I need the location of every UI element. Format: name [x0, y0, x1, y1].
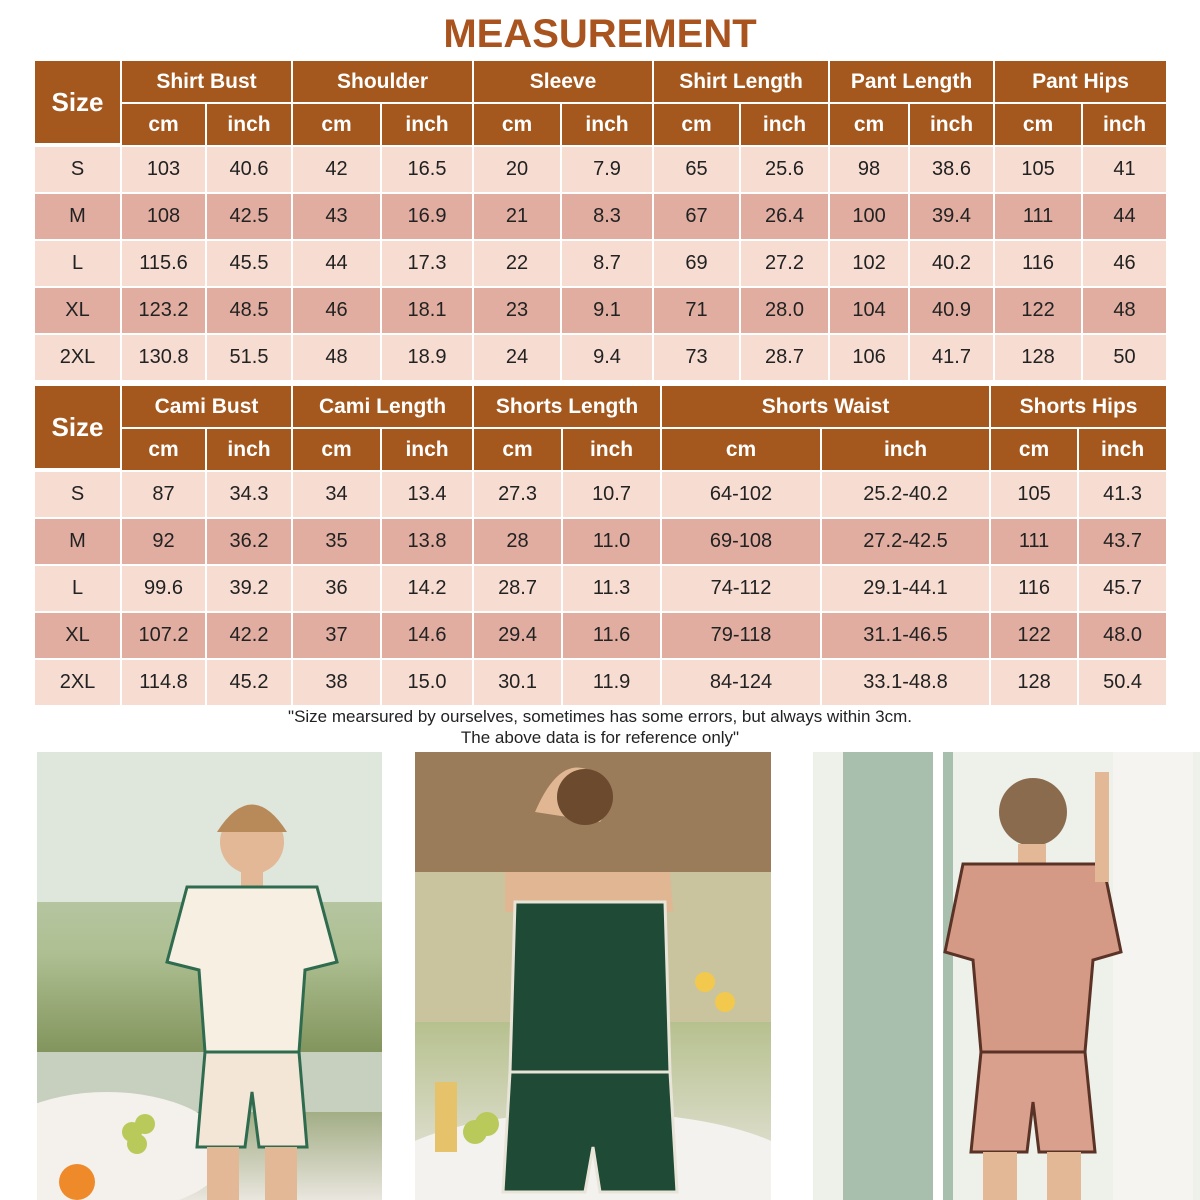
size-cell: L: [35, 564, 120, 611]
measurement-cell: 7.9: [560, 145, 652, 192]
measurement-cell: 41: [1081, 145, 1166, 192]
measurement-cell: 51.5: [205, 333, 291, 380]
measurement-cell: 28.0: [739, 286, 828, 333]
measurement-cell: 11.6: [561, 611, 660, 658]
group-header: Cami Bust: [120, 386, 291, 429]
measurement-cell: 116: [989, 564, 1077, 611]
unit-header: inch: [205, 429, 291, 470]
unit-header: inch: [560, 104, 652, 145]
measurement-cell: 108: [120, 192, 205, 239]
measurement-cell: 73: [652, 333, 739, 380]
unit-header: cm: [291, 104, 380, 145]
unit-header: inch: [205, 104, 291, 145]
measurement-cell: 44: [1081, 192, 1166, 239]
measurement-cell: 27.2-42.5: [820, 517, 989, 564]
size-cell: S: [35, 145, 120, 192]
measurement-cell: 24: [472, 333, 560, 380]
measurement-cell: 26.4: [739, 192, 828, 239]
size-cell: M: [35, 517, 120, 564]
measurement-cell: 20: [472, 145, 560, 192]
table-row: [35, 286, 1166, 333]
measurement-cell: 128: [993, 333, 1081, 380]
measurement-cell: 40.2: [908, 239, 993, 286]
measurement-cell: 42: [291, 145, 380, 192]
group-header: Shoulder: [291, 61, 472, 104]
measurement-cell: 41.7: [908, 333, 993, 380]
measurement-cell: 38: [291, 658, 380, 705]
product-photo-white-pajama: [37, 752, 382, 1200]
measurement-cell: 106: [828, 333, 908, 380]
measurement-cell: 35: [291, 517, 380, 564]
unit-header: inch: [380, 429, 472, 470]
measurement-cell: 46: [291, 286, 380, 333]
measurement-cell: 128: [989, 658, 1077, 705]
table-row: [35, 564, 1166, 611]
measurement-cell: 122: [993, 286, 1081, 333]
group-header: Shirt Length: [652, 61, 828, 104]
measurement-cell: 130.8: [120, 333, 205, 380]
note-line: The above data is for reference only": [460, 728, 740, 747]
size-cell: XL: [35, 611, 120, 658]
table-row: [35, 192, 1166, 239]
measurement-cell: 31.1-46.5: [820, 611, 989, 658]
measurement-cell: 116: [993, 239, 1081, 286]
measurement-cell: 92: [120, 517, 205, 564]
measurement-cell: 15.0: [380, 658, 472, 705]
group-header: Shorts Waist: [660, 386, 989, 429]
measurement-cell: 28.7: [472, 564, 561, 611]
size-header: Size: [35, 61, 120, 145]
measurement-cell: 79-118: [660, 611, 820, 658]
table-row: [35, 239, 1166, 286]
group-header: Shorts Hips: [989, 386, 1166, 429]
measurement-cell: 69-108: [660, 517, 820, 564]
table-row: [35, 658, 1166, 705]
model-illustration: [37, 752, 382, 1200]
product-photo-green-cami: [415, 752, 771, 1200]
measurement-cell: 14.6: [380, 611, 472, 658]
unit-header: cm: [660, 429, 820, 470]
measurement-cell: 115.6: [120, 239, 205, 286]
measurement-cell: 34.3: [205, 470, 291, 517]
unit-header: inch: [739, 104, 828, 145]
measurement-cell: 21: [472, 192, 560, 239]
measurement-cell: 71: [652, 286, 739, 333]
measurement-cell: 9.1: [560, 286, 652, 333]
group-header: Pant Hips: [993, 61, 1166, 104]
measurement-cell: 37: [291, 611, 380, 658]
measurement-cell: 48.5: [205, 286, 291, 333]
measurement-cell: 105: [993, 145, 1081, 192]
measurement-cell: 67: [652, 192, 739, 239]
measurement-cell: 11.9: [561, 658, 660, 705]
measurement-cell: 40.6: [205, 145, 291, 192]
measurement-cell: 34: [291, 470, 380, 517]
measurement-cell: 99.6: [120, 564, 205, 611]
product-photo-pink-pajama: [813, 752, 1200, 1200]
measurement-cell: 98: [828, 145, 908, 192]
measurement-cell: 17.3: [380, 239, 472, 286]
unit-header: inch: [908, 104, 993, 145]
group-header: Sleeve: [472, 61, 652, 104]
table-row: [35, 611, 1166, 658]
measurement-cell: 69: [652, 239, 739, 286]
table-unit-header-row: [35, 429, 1166, 470]
measurement-cell: 27.2: [739, 239, 828, 286]
measurement-cell: 44: [291, 239, 380, 286]
unit-header: cm: [652, 104, 739, 145]
measurement-cell: 29.4: [472, 611, 561, 658]
measurement-cell: 18.9: [380, 333, 472, 380]
group-header: Shirt Bust: [120, 61, 291, 104]
measurement-cell: 45.5: [205, 239, 291, 286]
unit-header: cm: [828, 104, 908, 145]
group-header: Cami Length: [291, 386, 472, 429]
measurement-cell: 16.5: [380, 145, 472, 192]
measurement-cell: 102: [828, 239, 908, 286]
unit-header: cm: [120, 429, 205, 470]
table-body: [35, 145, 1166, 380]
measurement-cell: 111: [989, 517, 1077, 564]
unit-header: cm: [120, 104, 205, 145]
measurement-cell: 74-112: [660, 564, 820, 611]
size-cell: XL: [35, 286, 120, 333]
measurement-cell: 28.7: [739, 333, 828, 380]
table-group-header-row: [35, 386, 1166, 429]
table-unit-header-row: [35, 104, 1166, 145]
measurement-cell: 42.5: [205, 192, 291, 239]
measurement-cell: 13.4: [380, 470, 472, 517]
measurement-cell: 50.4: [1077, 658, 1166, 705]
table-row: [35, 333, 1166, 380]
size-cell: M: [35, 192, 120, 239]
measurement-cell: 11.0: [561, 517, 660, 564]
measurement-cell: 114.8: [120, 658, 205, 705]
measurement-cell: 10.7: [561, 470, 660, 517]
measurement-cell: 25.6: [739, 145, 828, 192]
measurement-cell: 8.7: [560, 239, 652, 286]
size-cell: 2XL: [35, 333, 120, 380]
table-body: [35, 470, 1166, 705]
measurement-cell: 33.1-48.8: [820, 658, 989, 705]
unit-header: cm: [291, 429, 380, 470]
measurement-cell: 25.2-40.2: [820, 470, 989, 517]
measurement-cell: 65: [652, 145, 739, 192]
measurement-cell: 45.7: [1077, 564, 1166, 611]
measurement-cell: 48: [291, 333, 380, 380]
measurement-cell: 16.9: [380, 192, 472, 239]
measurement-cell: 41.3: [1077, 470, 1166, 517]
measurement-cell: 36: [291, 564, 380, 611]
measurement-cell: 84-124: [660, 658, 820, 705]
measurement-cell: 107.2: [120, 611, 205, 658]
size-table-pajama-set: [35, 61, 1166, 380]
unit-header: inch: [561, 429, 660, 470]
measurement-note: [0, 706, 1200, 748]
table-row: [35, 517, 1166, 564]
measurement-cell: 45.2: [205, 658, 291, 705]
measurement-cell: 46: [1081, 239, 1166, 286]
measurement-cell: 50: [1081, 333, 1166, 380]
measurement-cell: 39.2: [205, 564, 291, 611]
group-header: Pant Length: [828, 61, 993, 104]
table-group-header-row: [35, 61, 1166, 104]
table-row: [35, 470, 1166, 517]
measurement-cell: 111: [993, 192, 1081, 239]
unit-header: inch: [1077, 429, 1166, 470]
measurement-cell: 122: [989, 611, 1077, 658]
unit-header: inch: [1081, 104, 1166, 145]
model-illustration: [813, 752, 1200, 1200]
measurement-cell: 27.3: [472, 470, 561, 517]
measurement-cell: 28: [472, 517, 561, 564]
measurement-cell: 39.4: [908, 192, 993, 239]
note-line: "Size mearsured by ourselves, sometimes has some errors, but always within 3cm.: [288, 707, 912, 726]
measurement-cell: 11.3: [561, 564, 660, 611]
measurement-cell: 87: [120, 470, 205, 517]
size-header: Size: [35, 386, 120, 470]
measurement-cell: 42.2: [205, 611, 291, 658]
page-title: MEASUREMENT: [443, 12, 757, 56]
measurement-cell: 103: [120, 145, 205, 192]
unit-header: cm: [472, 104, 560, 145]
measurement-cell: 105: [989, 470, 1077, 517]
table-row: [35, 145, 1166, 192]
model-illustration: [415, 752, 771, 1200]
measurement-cell: 8.3: [560, 192, 652, 239]
measurement-cell: 30.1: [472, 658, 561, 705]
measurement-cell: 13.8: [380, 517, 472, 564]
measurement-cell: 40.9: [908, 286, 993, 333]
measurement-cell: 123.2: [120, 286, 205, 333]
measurement-cell: 9.4: [560, 333, 652, 380]
unit-header: cm: [472, 429, 561, 470]
measurement-cell: 29.1-44.1: [820, 564, 989, 611]
unit-header: inch: [380, 104, 472, 145]
measurement-cell: 36.2: [205, 517, 291, 564]
group-header: Shorts Length: [472, 386, 660, 429]
measurement-cell: 14.2: [380, 564, 472, 611]
size-cell: 2XL: [35, 658, 120, 705]
measurement-cell: 22: [472, 239, 560, 286]
measurement-cell: 64-102: [660, 470, 820, 517]
unit-header: inch: [820, 429, 989, 470]
unit-header: cm: [993, 104, 1081, 145]
measurement-cell: 48.0: [1077, 611, 1166, 658]
size-cell: L: [35, 239, 120, 286]
unit-header: cm: [989, 429, 1077, 470]
measurement-cell: 23: [472, 286, 560, 333]
measurement-cell: 100: [828, 192, 908, 239]
measurement-cell: 38.6: [908, 145, 993, 192]
size-table-cami-set: [35, 386, 1166, 705]
size-cell: S: [35, 470, 120, 517]
measurement-cell: 104: [828, 286, 908, 333]
measurement-cell: 18.1: [380, 286, 472, 333]
measurement-cell: 43: [291, 192, 380, 239]
measurement-cell: 43.7: [1077, 517, 1166, 564]
measurement-cell: 48: [1081, 286, 1166, 333]
